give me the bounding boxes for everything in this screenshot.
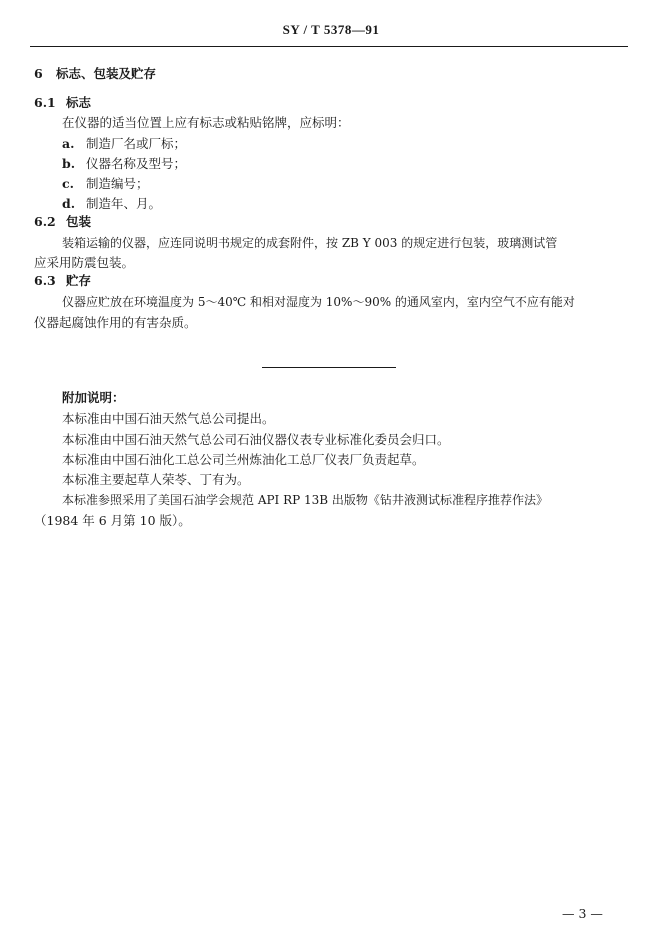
list-item xyxy=(62,156,186,172)
section-6-1-intro: 在仪器的适当位置上应有标志或粘贴铭牌，应标明： xyxy=(62,115,350,130)
list-item-label: d. xyxy=(62,196,76,211)
section-6-2-line-1: 装箱运输的仪器，应连同说明书规定的成套附件，按 ZB Y 003 的规定进行包装，玻璃测试管 xyxy=(62,236,558,250)
list-item xyxy=(62,176,149,192)
list-item-text: 仪器名称及型号； xyxy=(86,156,187,171)
section-6-1-heading xyxy=(34,95,91,111)
section-6-2-title: 包装 xyxy=(66,214,92,229)
appendix-line: （1984 年 6 月第 10 版）。 xyxy=(34,513,191,528)
section-6-1-title: 标志 xyxy=(66,95,92,110)
section-6-title: 标志、包装及贮存 xyxy=(56,66,157,81)
page-header: SY / T 5378—91 xyxy=(282,22,380,37)
list-item-label: c. xyxy=(62,176,74,191)
section-divider xyxy=(262,367,396,368)
section-6-number: 6 xyxy=(34,66,43,81)
list-item xyxy=(62,136,186,152)
section-6-2-number: 6.2 xyxy=(34,214,56,229)
section-6-2-line-2: 应采用防震包装。 xyxy=(34,255,135,270)
section-6-1-number: 6.1 xyxy=(34,95,56,110)
list-item-label: b. xyxy=(62,156,76,171)
page-number: — 3 — xyxy=(562,906,603,921)
section-6-3-line-2: 仪器起腐蚀作用的有害杂质。 xyxy=(34,315,197,330)
section-6-3-title: 贮存 xyxy=(66,273,92,288)
section-6-2-heading xyxy=(34,214,91,230)
section-6-3-heading xyxy=(34,273,91,289)
appendix-line: 本标准主要起草人荣苓、丁有为。 xyxy=(62,472,250,487)
header-rule xyxy=(30,46,628,47)
appendix-line: 本标准由中国石油化工总公司兰州炼油化工总厂仪表厂负责起草。 xyxy=(62,452,425,467)
section-6-3-number: 6.3 xyxy=(34,273,56,288)
section-6-3-line-1: 仪器应贮放在环境温度为 5～40℃ 和相对湿度为 10%～90% 的通风室内，室内空气不应有能对 xyxy=(62,295,575,309)
appendix-line: 本标准参照采用了美国石油学会规范 API RP 13B 出版物《钻井液测试标准程序推荐作法》 xyxy=(62,493,548,507)
appendix-line: 本标准由中国石油天然气总公司石油仪器仪表专业标准化委员会归口。 xyxy=(62,432,450,447)
list-item xyxy=(62,196,161,212)
list-item-label: a. xyxy=(62,136,75,151)
list-item-text: 制造年、月。 xyxy=(86,196,162,211)
appendix-line: 本标准由中国石油天然气总公司提出。 xyxy=(62,411,275,426)
list-item-text: 制造编号； xyxy=(86,176,149,191)
appendix-title: 附加说明： xyxy=(62,390,125,405)
section-6-heading xyxy=(34,66,156,82)
list-item-text: 制造厂名或厂标； xyxy=(86,136,187,151)
